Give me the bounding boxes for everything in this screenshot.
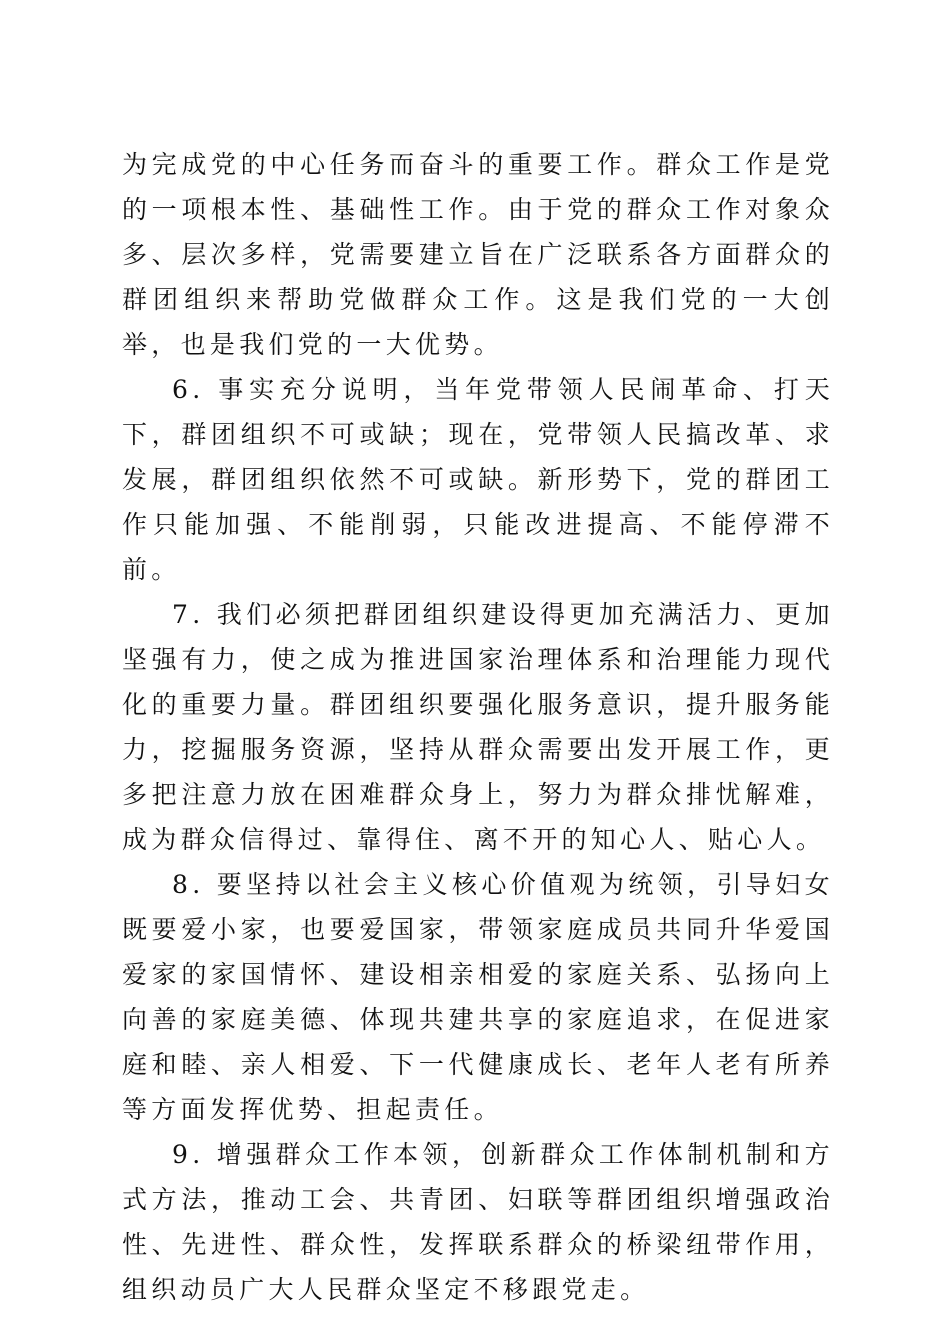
paragraph-6: 6. 事实充分说明，当年党带领人民闹革命、打天下，群团组织不可或缺；现在，党带领人民搞改革、求发展，群团组织依然不可或缺。新形势下，党的群团工作只能加强、不能削弱，只能改进提高、不能停滞不前。 (122, 375, 834, 584)
paragraph-continued: 为完成党的中心任务而奋斗的重要工作。群众工作是党的一项根本性、基础性工作。由于党的群众工作对象众多、层次多样，党需要建立旨在广泛联系各方面群众的群团组织来帮助党做群众工作。这是我们党的一大创举，也是我们党的一大优势。 (122, 150, 834, 359)
paragraph-7: 7. 我们必须把群团组织建设得更加充满活力、更加坚强有力，使之成为推进国家治理体系和治理能力现代化的重要力量。群团组织要强化服务意识，提升服务能力，挖掘服务资源，坚持从群众需要出发开展工作，更多把注意力放在困难群众身上，努力为群众排忧解难，成为群众信得过、靠得住、离不开的知心人、贴心人。 (122, 600, 834, 854)
paragraph-8: 8. 要坚持以社会主义核心价值观为统领，引导妇女既要爱小家，也要爱国家，带领家庭成员共同升华爱国爱家的家国情怀、建设相亲相爱的家庭关系、弘扬向上向善的家庭美德、体现共建共享的家庭追求，在促进家庭和睦、亲人相爱、下一代健康成长、老年人老有所养等方面发挥优势、担起责任。 (122, 870, 834, 1124)
document-body (122, 142, 834, 1312)
paragraph-9: 9. 增强群众工作本领，创新群众工作体制机制和方式方法，推动工会、共青团、妇联等群团组织增强政治性、先进性、群众性，发挥联系群众的桥梁纽带作用，组织动员广大人民群众坚定不移跟党走。 (122, 1140, 834, 1304)
